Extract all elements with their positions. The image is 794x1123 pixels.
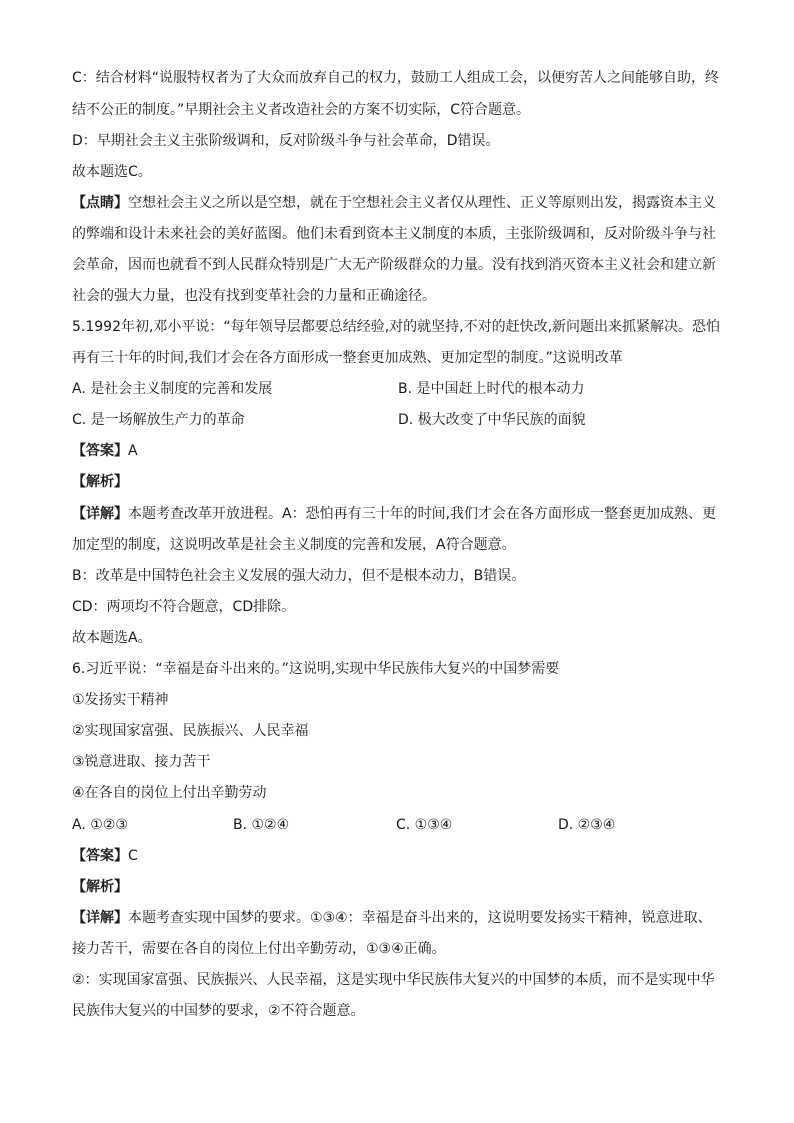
- explanation-text: 本题考查实现中国梦的要求。①③④：幸福是奋斗出来的，这说明要发扬实干精神，锐意进取、: [128, 910, 712, 926]
- text-line: CD：两项均不符合题意，CD排除。: [72, 599, 296, 615]
- tip-tag: 【点睛】: [72, 195, 128, 211]
- q5-option-b: B. 是中国赶上时代的根本动力: [398, 381, 585, 397]
- q6-explanation: [72, 908, 732, 928]
- question-5-stem: 5.1992年初,邓小平说：“每年领导层都要总结经验,对的就坚持,不对的赶快改,新问题出来抓紧解决。恐怕: [72, 319, 721, 335]
- answer-value: C: [128, 848, 138, 864]
- text-line: 故本题选C。: [72, 164, 152, 180]
- explanation-tag: 【详解】: [72, 910, 128, 926]
- analysis-tag: 【解析】: [72, 474, 128, 490]
- text-line: 社会的强大力量，也没有找到变革社会的力量和正确途径。: [72, 288, 436, 304]
- text-line: D：早期社会主义主张阶级调和，反对阶级斗争与社会革命，D错误。: [72, 133, 500, 149]
- tip-paragraph: [72, 193, 732, 213]
- q5-option-d: D. 极大改变了中华民族的面貌: [398, 412, 586, 428]
- answer-value: A: [128, 443, 138, 459]
- q6-statement-2: ②实现国家富强、民族振兴、人民幸福: [72, 723, 309, 739]
- q5-option-c: C. 是一场解放生产力的革命: [72, 412, 245, 428]
- text-line: 加定型的制度，这说明改革是社会主义制度的完善和发展，A符合题意。: [72, 537, 516, 553]
- text-line: ②：实现国家富强、民族振兴、人民幸福，这是实现中华民族伟大复兴的中国梦的本质，而不是实现中华: [72, 972, 715, 988]
- text-line: C：结合材料“说服特权者为了大众而放弃自己的权力，鼓励工人组成工会，以便穷苦人之间能够自助，终: [72, 70, 720, 86]
- q5-explanation: [72, 504, 732, 524]
- tip-text: 空想社会主义之所以是空想，就在于空想社会主义者仅从理性、正义等原则出发，揭露资本主义: [128, 195, 716, 211]
- answer-tag: 【答案】: [72, 443, 128, 459]
- q6-option-c: C. ①③④: [396, 817, 453, 833]
- q6-analysis-heading: [72, 877, 732, 897]
- q6-statement-3: ③锐意进取、接力苦干: [72, 754, 211, 770]
- explanation-text: 本题考查改革开放进程。A：恐怕再有三十年的时间,我们才会在各方面形成一整套更加成熟、更: [128, 506, 717, 522]
- analysis-tag: 【解析】: [72, 879, 128, 895]
- text-line: 会革命，因而也就看不到人民群众特别是广大无产阶级群众的力量。没有找到消灭资本主义社会和建立新: [72, 257, 716, 273]
- answer-tag: 【答案】: [72, 848, 128, 864]
- question-5-stem: 再有三十年的时间,我们才会在各方面形成一整套更加成熟、更加定型的制度。”这说明改革: [72, 350, 623, 366]
- text-line: 接力苦干，需要在各自的岗位上付出辛勤劳动，①③④正确。: [72, 941, 446, 957]
- q6-statement-4: ④在各自的岗位上付出辛勤劳动: [72, 785, 267, 801]
- q6-statement-1: ①发扬实干精神: [72, 692, 169, 708]
- q5-option-a: A. 是社会主义制度的完善和发展: [72, 381, 273, 397]
- q6-option-d: D. ②③④: [558, 817, 616, 833]
- q5-analysis-heading: [72, 472, 732, 492]
- q5-answer: [72, 441, 732, 461]
- explanation-tag: 【详解】: [72, 506, 128, 522]
- text-line: 的弊端和设计未来社会的美好蓝图。他们未看到资本主义制度的本质，主张阶级调和，反对阶级斗争与社: [72, 226, 716, 242]
- text-line: 民族伟大复兴的中国梦的要求，②不符合题意。: [72, 1003, 365, 1019]
- q6-option-a: A. ①②③: [72, 817, 128, 833]
- text-line: B：改革是中国特色社会主义发展的强大动力，但不是根本动力，B错误。: [72, 568, 526, 584]
- q6-option-b: B. ①②④: [233, 817, 290, 833]
- question-6-stem: 6.习近平说：“幸福是奋斗出来的。”这说明,实现中华民族伟大复兴的中国梦需要: [72, 661, 560, 677]
- text-line: 故本题选A。: [72, 630, 152, 646]
- q6-answer: [72, 846, 732, 866]
- text-line: 结不公正的制度。”早期社会主义者改造社会的方案不切实际，C符合题意。: [72, 102, 531, 118]
